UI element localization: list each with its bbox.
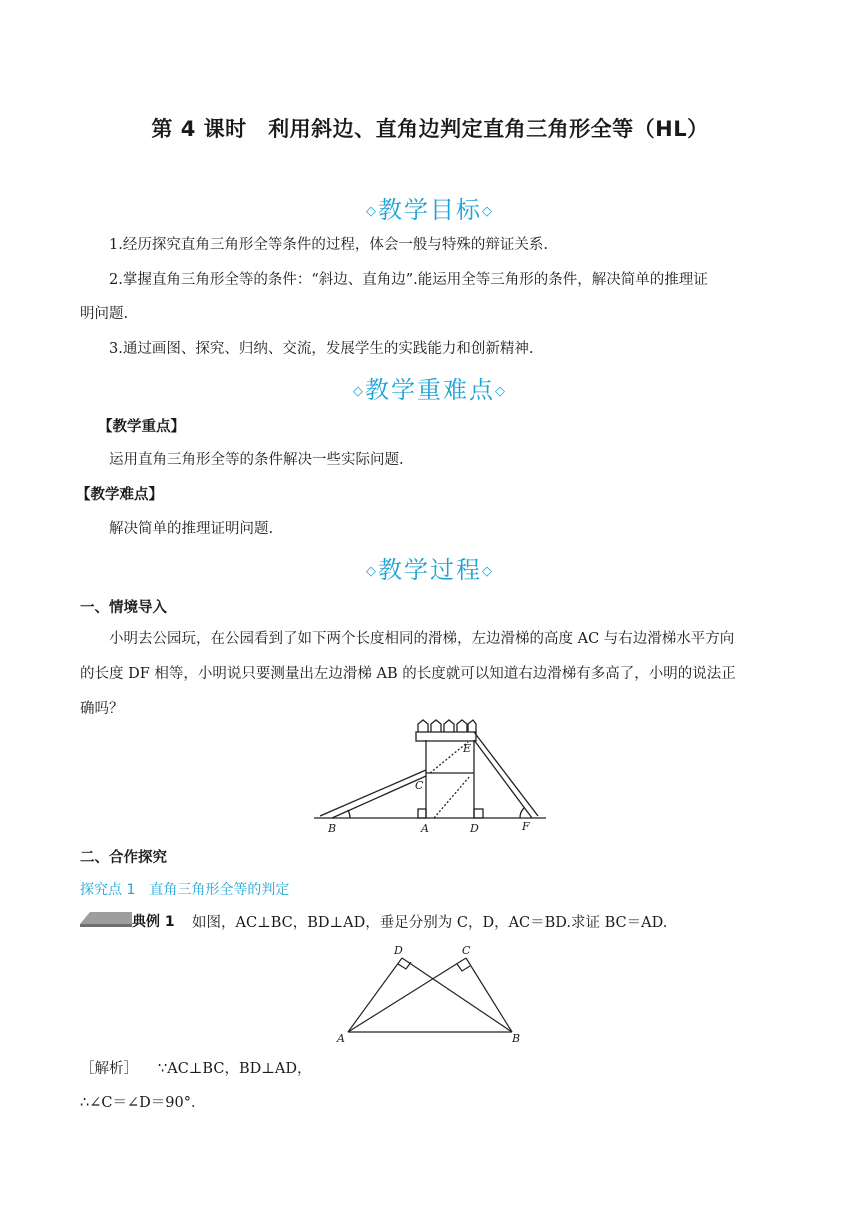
example-text: 如图，AC⊥BC，BD⊥AD，垂足分别为 C，D，AC＝BD.求证 BC＝AD.: [192, 915, 668, 931]
section-heading-process: ◇教学过程◇: [366, 556, 494, 584]
section-heading-key-difficult: ◇教学重难点◇: [353, 376, 507, 404]
label-A: A: [337, 1032, 345, 1045]
diamond-icon: ◇: [495, 384, 507, 399]
label-E: E: [463, 742, 472, 755]
goal-line-2: 2.掌握直角三角形全等的条件：“斜边、直角边”.能运用全等三角形的条件，解决简单的推理证: [109, 272, 708, 288]
analysis-line-1: ∵AC⊥BC，BD⊥AD，: [158, 1061, 312, 1077]
diamond-icon: ◇: [482, 204, 494, 219]
part1-line-2: 的长度 DF 相等，小明说只要测量出左边滑梯 AB 的长度就可以知道右边滑梯有多高了，小明的说法正: [80, 666, 736, 682]
left-slide-bottom: [332, 776, 426, 818]
label-C: C: [415, 779, 424, 792]
segment-CB: [466, 958, 512, 1032]
right-angle-C: [457, 964, 470, 971]
label-A: A: [421, 822, 429, 835]
goal-line-2-cont: 明问题.: [80, 306, 129, 322]
explore-point-heading: 探究点 1 直角三角形全等的判定: [80, 882, 290, 898]
right-slide-bottom: [474, 740, 532, 818]
label-B: B: [512, 1032, 521, 1045]
part1-line-1: 小明去公园玩，在公园看到了如下两个长度相同的滑梯，左边滑梯的高度 AC 与右边滑梯水平方向: [109, 631, 735, 647]
section-heading-goals: ◇教学目标◇: [366, 196, 494, 224]
key-point-label: 【教学重点】: [98, 419, 185, 435]
segment-DB: [402, 958, 512, 1032]
diamond-icon: ◇: [482, 564, 494, 579]
goal-line-3: 3.通过画图、探究、归纳、交流，发展学生的实践能力和创新精神.: [109, 341, 534, 357]
label-F: F: [522, 820, 530, 833]
analysis-label: ［解析］: [80, 1061, 138, 1077]
segment-AC: [348, 958, 466, 1032]
example-label: 典例 1: [132, 914, 175, 930]
tower-platform: [416, 732, 476, 741]
difficult-text: 解决简单的推理证明问题.: [109, 521, 274, 537]
segment-AD: [348, 958, 402, 1032]
part1-heading: 一、情境导入: [80, 600, 167, 616]
key-point-text: 运用直角三角形全等的条件解决一些实际问题.: [109, 452, 404, 468]
diamond-icon: ◇: [366, 204, 378, 219]
label-B: B: [328, 822, 337, 835]
label-C: C: [462, 944, 471, 957]
label-D: D: [394, 944, 403, 957]
example-banner-icon: [80, 910, 132, 928]
slide-figure: [310, 718, 550, 838]
goal-line-1: 1.经历探究直角三角形全等条件的过程，体会一般与特殊的辩证关系.: [109, 237, 548, 253]
analysis-line-2: ∴∠C＝∠D＝90°．: [80, 1095, 206, 1111]
diamond-icon: ◇: [353, 384, 365, 399]
label-D: D: [470, 822, 479, 835]
part2-heading: 二、合作探究: [80, 850, 167, 866]
left-slide-top: [320, 770, 426, 816]
right-slide-top: [474, 732, 538, 816]
diamond-icon: ◇: [366, 564, 378, 579]
part1-line-3: 确吗？: [80, 701, 124, 717]
triangle-figure: [334, 940, 524, 1048]
page-title: 第 4 课时 利用斜边、直角边判定直角三角形全等（HL）: [151, 117, 709, 141]
difficult-label: 【教学难点】: [76, 487, 163, 503]
